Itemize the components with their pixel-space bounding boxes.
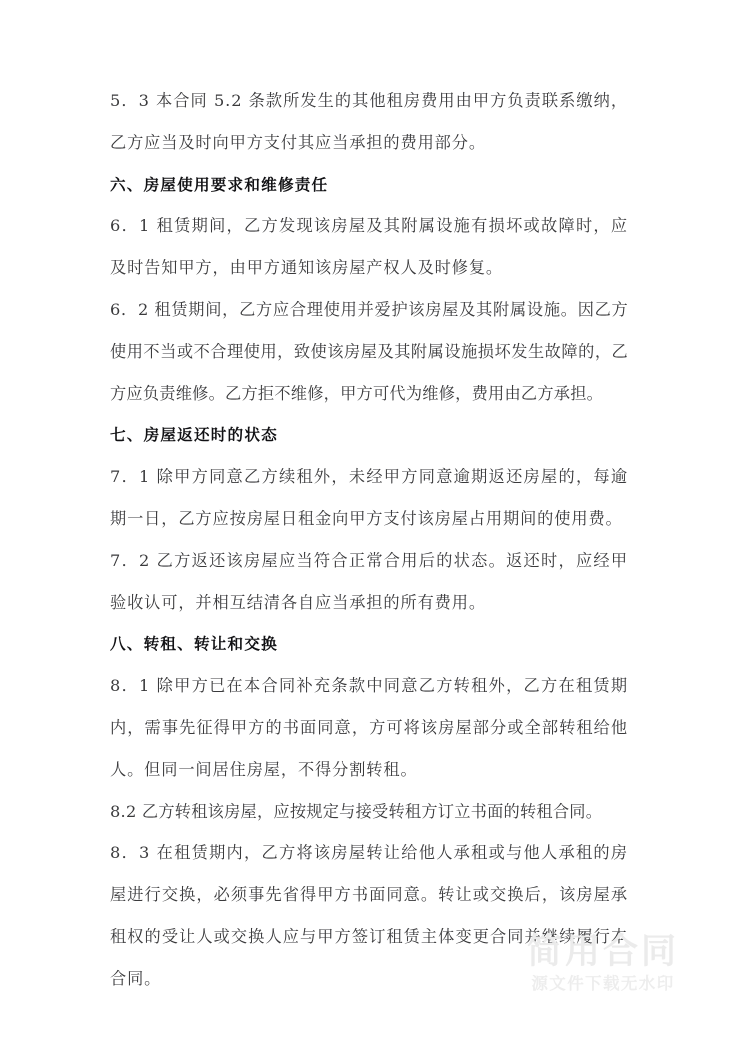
clause-8-3: 8．3 在租赁期内，乙方将该房屋转让给他人承租或与他人承租的房屋进行交换，必须事先省得甲方书面同意。转让或交换后，该房屋承租权的受让人或交换人应与甲方签订租赁主体变更合同并继续履行本合同。 [110, 843, 628, 988]
clause-8-1: 8．1 除甲方已在本合同补充条款中同意乙方转租外，乙方在租赁期内，需事先征得甲方的书面同意，方可将该房屋部分或全部转租给他人。但同一间居住房屋，不得分割转租。 [110, 676, 628, 779]
clause-7-2: 7．2 乙方返还该房屋应当符合正常合用后的状态。返还时，应经甲验收认可，并相互结清各自应当承担的所有费用。 [110, 550, 628, 612]
watermark-subtitle-text: 源文件下载无水印 [531, 974, 675, 994]
clause-6-1: 6．1 租赁期间，乙方发现该房屋及其附属设施有损坏或故障时，应及时告知甲方，由甲方通知该房屋产权人及时修复。 [110, 216, 628, 278]
section-8-heading: 八、转租、转让和交换 [110, 634, 278, 654]
section-6-heading: 六、房屋使用要求和维修责任 [110, 174, 329, 194]
clause-5-3: 5．3 本合同 5.2 条款所发生的其他租房费用由甲方负责联系缴纳，乙方应当及时向甲方支付其应当承担的费用部分。 [110, 91, 628, 152]
clause-8-2: 8.2 乙方转租该房屋，应按规定与接受转租方订立书面的转租合同。 [110, 801, 603, 821]
section-7-heading: 七、房屋返还时的状态 [110, 425, 278, 445]
document-text-column [110, 80, 628, 1000]
clause-6-2: 6．2 租赁期间，乙方应合理使用并爱护该房屋及其附属设施。因乙方使用不当或不合理使用，致使该房屋及其附属设施损坏发生故障的，乙方应负责维修。乙方拒不维修，甲方可代为维修，费用由乙方承担。 [110, 299, 628, 403]
clause-7-1: 7．1 除甲方同意乙方续租外，未经甲方同意逾期返还房屋的，每逾期一日，乙方应按房屋日租金向甲方支付该房屋占用期间的使用费。 [110, 467, 628, 528]
watermark-brand-text: 简用合同 [526, 932, 679, 973]
